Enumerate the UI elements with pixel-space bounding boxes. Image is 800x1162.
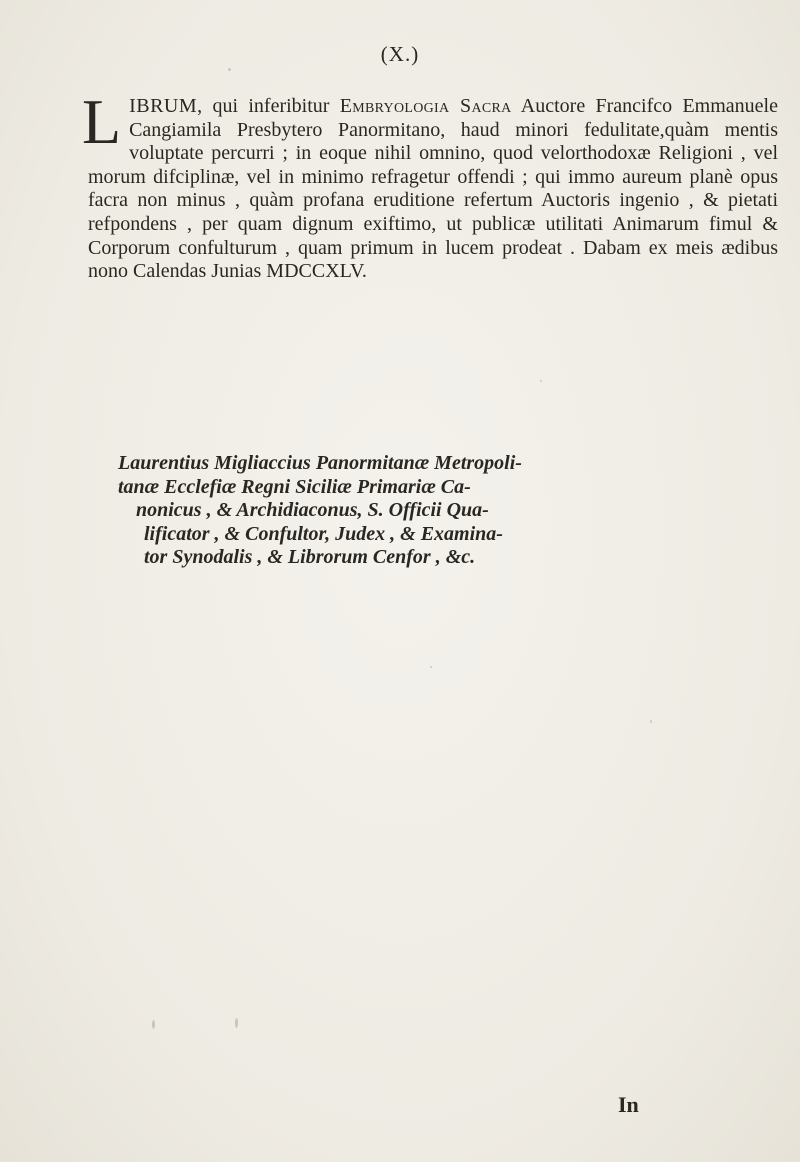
paper-speck — [228, 68, 231, 71]
page-number: (X.) — [380, 42, 420, 66]
paper-speck — [430, 666, 432, 668]
paper-speck — [152, 1020, 155, 1029]
imprimatur-paragraph — [82, 86, 778, 284]
paper-speck — [650, 720, 652, 723]
text-segment-a: , qui inferibitur — [197, 95, 340, 117]
paper-speck — [540, 380, 542, 382]
paragraph-text — [82, 86, 778, 284]
paper-speck — [235, 1018, 238, 1028]
signature-line-1: Laurentius Migliaccius Panormitanæ Metropoli- — [118, 452, 522, 474]
signature-line-5: tor Synodalis , & Librorum Cenfor , &c. — [144, 546, 476, 569]
signature-line-2: tanæ Ecclefiæ Regni Siciliæ Primariæ Ca- — [118, 475, 471, 498]
drop-cap: L — [82, 86, 122, 157]
signature-line-4: lificator , & Confultor, Judex , & Examina- — [144, 522, 503, 545]
catchword: In — [618, 1092, 639, 1117]
first-word: IBRUM — [129, 95, 198, 117]
book-title: Embryologia Sacra — [339, 95, 512, 117]
signature-line-3: nonicus , & Archidiaconus, S. Officii Qua- — [136, 499, 489, 522]
censor-signature-block — [118, 452, 780, 570]
text-segment-b: Auctore Francifco Emmanuele Cangiamila Presbytero Panormitano, haud minori fedulitate,quàm mentis voluptate percurri ; in eoque nihil omnino, quod velorthodoxæ Religioni , vel morum difciplinæ, vel in minimo refragetur offendi ; qui immo aureum planè opus facra non minus , quàm profana eruditione refertum Auctoris ingenio , & pietati refpondens , per quam dignum exiftimo, ut publicæ utilitati Animarum fimul & Corporum confulturum , quam primum in lucem prodeat . Dabam ex meis ædibus nono Calendas Junias MDCCXLV. — [88, 95, 778, 283]
